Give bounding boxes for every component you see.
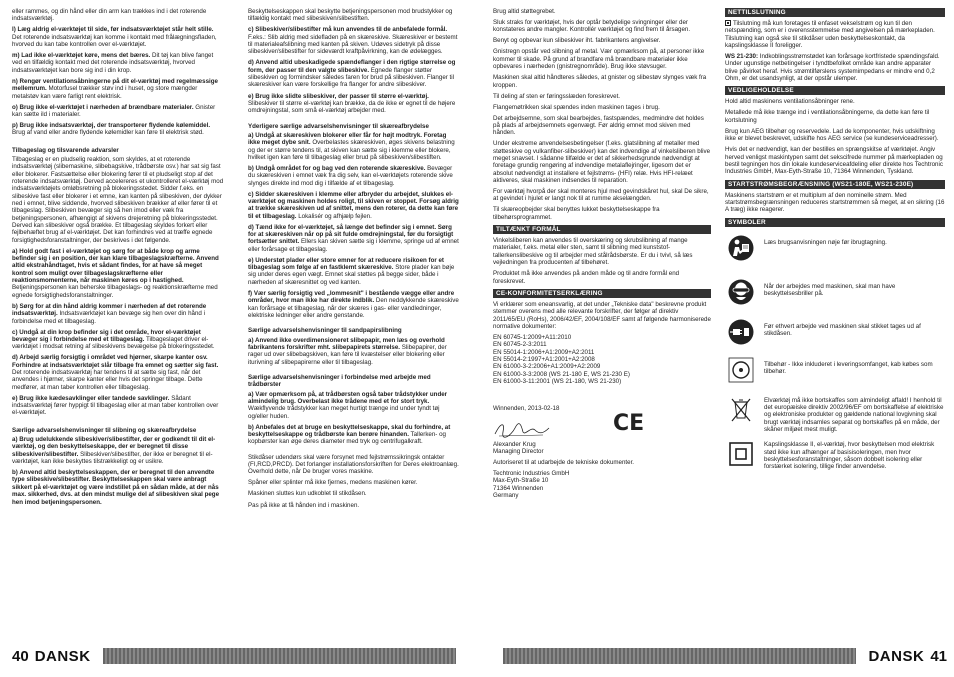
unplug-icon [728,319,754,345]
paragraph: Hold altid maskinens ventilationsåbninger rene. [725,98,855,106]
paragraph: a) Anvend ikke overdimensioneret slibepapir, men læs og overhold fabrikantens forskrifter mht. slibepapirets størrelse. Slibepapirer, der rager ud over slibebagskiven, kan føre til kvæstelser eller blokering eller iturivning af slibepapirerne eller til tilbageslag. [248,336,447,366]
paragraph: Stikdåser udendørs skal være forsynet med fejlstrømssikringsk ontakter (FI,RCD,PRCD). Det forlanger installationsforskriften for Deres elektroanlæg. Overhold dette, når De bruger vores maskine. [248,453,459,476]
paragraph: Metallede må ikke trænge ind i ventilationsåbningerne, da dette kan føre til kortslutning [725,109,930,124]
page-number: 41 [930,647,947,665]
paragraph: Pas på ikke at få hånden ind i maskinen. [248,501,360,509]
symbol-row-weee [725,397,945,434]
read-manual-icon [728,235,754,261]
symbol-row-goggles [725,279,945,309]
section-heading: Særlige advarselshenvisninger til slibning og skæreafbrydelse [12,426,197,434]
footer-right [495,647,947,665]
paragraph: d) Anvend altid ubeskadigede spændeflanger i den rigtige størrelse og form, der passer til den valgte slibeskive. Egnede flanger støtter slibeskiven og formindsker således faren for brud på slibeskiven. Flanger til skæreskiver kan være forskellige fra flanger for andre slibeskiver. [248,59,456,89]
column-3 [493,8,711,503]
double-insulation-icon [728,441,754,467]
paragraph: Brug kun AEG tilbehør og reservedele. Lad de komponenter, hvis udskiftning ikke er blevet beskrevet, udskifte hos AEG service (se kundeserviceadresser). [725,127,939,143]
section-header-soft-start: STARTSTRØMSBEGRÆNSNING (WS21-180E, WS21-230E) [725,180,945,189]
address: Techtronic Industries GmbH Max-Eyth-Straße 10 71364 Winnenden Germany [493,470,570,500]
footer-bar [103,648,456,664]
symbol-desc: Når der arbejdes med maskinen, skal man have beskyttelsesbriller på. [764,282,896,297]
paragraph: b) Anbefales det at bruge en beskyttelseskappe, skal du forhindre, at beskyttelseskappe og trådbørste kan berøre hinanden. Tallerken- og kopbørster kan øge deres diameter med tryk og centrifugalkraft. [248,423,451,446]
paragraph: e) Brug ikke kædesavklinger eller tandede savklinger. Sådant indsatsværktøj fører hyppigt til tilbageslag eller at man taber kontrollen over el-værktøjet. [12,394,219,417]
paragraph: Til skæreopbejder skal benyttes lukket beskyttelseskappe fra tilbehørsprogrammet. [493,206,660,221]
norms-list: EN 60745-1:2009+A11:2010 EN 60745-2-3:2011 EN 55014-1:2006+A1:2009+A2:2011 EN 55014-2:1997+A1:2001+A2:2008 EN 61000-3-2:2006+A1:2009+A2:2009 EN 61000-3-3:2008 (WS 21-180 E, WS 21-230 E) EN 61000-3-11:2001 (WS 21-180, WS 21-230) [493,333,630,385]
paragraph: Tilslutning må kun foretages til enfaset vekselstrøm og kun til den netspænding, som er i overensstemmelse med angivelsen på mærkepladen. Tilslutning kan også ske til stikdåser uden beskyttelseskontakt, da kapslingsklasse II foreligger. [725,20,935,50]
page-number: 40 [12,647,29,665]
paragraph: d) Tænd ikke for el-værktøjet, så længe det befinder sig i emnet. Sørg for at skæreskiven når op på sit fulde omdrejningstal, før du forsigtigt fortsætter snittet. Ellers kan skiven sætte sig i klemme, springe ud af emnet eller forårsage et tilbageslag. [248,223,459,253]
paragraph: b) Sørg for at din hånd aldrig kommer i nærheden af det roterende indsatsværktøj. Indsatsværktøjet kan bevæge sig hen over din hånd i forbindelse med et tilbageslag. [12,302,207,325]
paragraph: e) Understøt plader eller store emner for at reducere risikoen for et tilbageslag som følge af en fastklemt skæreskive. Store plader kan bøje sig under deres egen vægt. Emnet skal støttes på begge sider, både i nærheden af skæresnittet og ved kanten. [248,256,455,286]
symbol-row-unplug [725,319,945,349]
paragraph: l) Læg aldrig el-værktøjet til side, før indsatsværktøjet står helt stille. Det roterende indsatsværktøj kan komme i kontakt med frålægningsfladen, hvorved du kan tabe kontrollen over el-værktøjet. [12,26,217,49]
paragraph: Vi erklærer som eneansvarlig, at det under „Tekniske data" beskrevne produkt stemmer overens med alle relevante forskrifter, der følger af direktiv 2011/65/EU (RoHs), 2006/42/EF, 2004/108/EF samt af følgende harmoniserede normative dokumenter: [493,300,711,330]
paragraph: Spåner eller splinter må ikke fjernes, medens maskinen kører. [248,479,418,487]
ce-mark: CE [613,411,645,437]
paragraph: b) Anvend altid beskyttelseskappen, der er beregnet til den anvendte type slibeskive/slibestifter. Beskyttelseskappen skal være anbragt sikkert på el-værktøjet og være indstillet på en sådan måde, at der nås max. sikkerhed, dvs. at den mindst mulige del af slibeskiven skal pege hen imod betjeningspersonen. [12,469,220,506]
symbol-desc: Læs brugsanvisningen nøje før ibrugtagning. [764,238,887,246]
accessory-icon [728,357,754,383]
paragraph: Maskinen sluttes kun udkoblet til stikdåsen. [248,490,367,498]
column-2 [248,8,460,513]
paragraph: a) Brug udelukkende slibeskiver/slibestifter, der er godkendt til dit el-værktøj, og den beskyttelseskappe, der er beregnet til disse slibeskiver/slibestifter. Slibeskiver/slibestifter, der ikke er beregnet til el-værktøjet, kan ikke beskyttes tilstrækkeligt og er usikre. [12,436,216,466]
paragraph: Gnistregn opstår ved slibning af metal. Vær opmærksom på, at personer ikke kommer til skade. På grund af brandfare må brændbare materialer ikke opbevares i nærheden (gnistregnområde). Brug ikke støvsuger. [493,48,705,71]
paragraph: a) Undgå at skæreskiven blokerer eller får for højt modtryk. Foretag ikke meget dybe snit. Overbelastes skæreskiven, øges skivens belastning og der er større tendens til, at skiven kan sætte sig i klemme eller blokere, hvilket igen kan føre til tilbageslag eller brud på slibeskiven/slibestiften. [248,131,455,161]
paragraph: Hvis det er nødvendigt, kan der bestilles en sprængskitse af værktøjet. Angiv herved venligst maskintypen samt det sekscifrede nummer på mærkepladen og bestil tegningen hos din lokale kundeserviceafdeling eller direkte hos Techtronic Industries GmbH, Max-Eyth-Straße 10, 71364 Winnenden, Tyskland. [725,146,943,176]
paragraph: c) Undgå at din krop befinder sig i det område, hvor el-værktøjet bevæger sig i forbindelse med et tilbageslag. Tilbageslaget driver el-værktøjet i modsat retning af slibeskivens bevægelse på blokeringsstedet. [12,328,215,351]
symbol-desc: Kapslingsklasse II, el-værktøj, hvor beskyttelsen mod elektrisk stød ikke kun afhænger af basisisoleringen, men hvor beskyttelsesforanstaltninger, såsom dobbelt isolering eller forstærket isolering, tillige finder anvendelse. [764,441,935,471]
paragraph: c) Sidder skæreskiven i klemme eller afbryder du arbejdet, slukkes el-værktøjet og maskinen holdes roligt, til skiven er stoppet. Forsøg aldrig at trække skæreskiven ud af snittet, mens den roterer, da dette kan føre til et tilbageslag. Lokalisér og afhjælp fejlen. [248,190,459,220]
paragraph: Sluk straks for værktøjet, hvis der optår betydelige svingninger eller der konstateres andre mangler. Kontrollér værktøjet og find frem til årsagen. [493,19,691,34]
double-insulation-icon [725,20,731,26]
paragraph: a) Vær opmærksom på, at trådbørsten også taber trådstykker under almindelig brug. Overbelast ikke trådene med et for stort tryk. Wækflyvende trådstykker kan meget hurtigt trænge ind under tyndt tøj og/eller huden. [248,390,448,420]
paragraph: Tilbageslag er en pludselig reaktion, som skyldes, at et roterende indsatsværktøj (slibemaskine, slibebagskive, trådbørste osv.) har sat sig fast eller blokerer. Fastsættelse eller blokering fører til et pludseligt stop af det roterende indsatsværktøj. Derved accelereres et ukontrolleret el-værktøj mod indsatsværktøjets omløbsretning på blokeringsstedet. Sidder f.eks. en slibeskive fast eller blokerer i et emne, kan kanten på slibeskiven, der dykker ned i emnet, blive siddende, hvorved slibeskiven brækker af eller fører til et tilbageslag. Slibeskiven bevæger sig så hen imod eller væk fra betjeningspersonen, afhængigt af skivens drejeretning på blokeringsstedet. Derved kan slibeskiver også brække. Et tilbageslag skyldes forkert eller fejlbehæftet brug af el-værktøjet. Det kan forhindres ved at træffe egnede forsigtighedsforanstaltninger, der beskrives i det følgende. [12,155,224,244]
footer-bar [503,648,856,664]
paragraph: Flangemøtrikken skal spændes inden maskinen tages i brug. [493,103,660,111]
language-label: DANSK [868,647,925,665]
paragraph: WS 21-230: Indkoblingsstrømstødet kan forårsage kortfristede spændingsfald. Under ugunstige netbetingelser i tyndtbefolket område kan andre apparater blive påvirket heraf. Hvis strømtilførslens systemimpedans er mindre end 0,2 Ohm, er det usandsynligt, at der opstår ulemper. [725,53,940,83]
paragraph: For værktøj hvorpå der skal monteres hjul med gevindskåret hul, skal De sikre, at gevindet i hjulet er langt nok til at rumme akselængden. [493,188,709,203]
paragraph: Maskinens startstrøm er et multiplum af den nominelle strøm. Med startstrømsbegrænsningen reduceres startstrømmen så meget, at en sikring (16 A træg) ikke reagerer. [725,191,945,214]
section-header-symbols: SYMBOLER [725,218,945,227]
section-heading: Særlige advarselshenvisninger i forbindelse med arbejde med trådbørster [248,373,431,389]
paragraph: f) Vær særlig forsigtig ved „lommesnit" i bestående vægge eller andre områder, hvor man ikke har direkte indblik. Den neddykkende skæreskive kan forårsage et tilbageslag, når der skæres i gas- eller vandledninger, elektriske ledninger eller andre genstande. [248,289,459,319]
paragraph: Vinkelsliberen kan anvendes til overskæring og skrubslibning af mange materialer, f.eks. metal eller sten, samt til slibning med kunststof-tallerkenslibeskive og til arbejder med stålrådsbørste. Er du i tvivl, så læs vejledningen fra producenten af tilbehøret. [493,237,693,267]
section-header-mains: NETTILSLUTNING [725,8,945,17]
section-heading: Tilbageslag og tilsvarende advarsler [12,146,119,154]
footer-left [12,647,464,665]
paragraph: Til deling af sten er føringsslæden foreskrevet. [493,92,621,100]
signatory: Alexander Krug Managing Director [493,440,544,456]
section-header-ce-conformity: CE-KONFORMITETSERKLÆRING [493,289,711,298]
section-header-maintenance: VEDLIGEHOLDELSE [725,86,945,95]
language-label: DANSK [34,647,91,665]
paragraph: Beskyttelseskappen skal beskytte betjeningspersonen mod brudstykker og tilfældig kontakt med slibeskiven/slibestiften. [248,8,453,23]
symbol-desc: Før ethvert arbejde ved maskinen skal stikket tages ud af stikdåsen. [764,322,921,337]
paragraph: p) Brug ikke indsatsværktøj, der transporterer flydende kølemiddel. Brug af vand eller andre flydende kølemidler kan føre til elektrisk stød. [12,121,211,137]
paragraph: Det arbejdsemne, som skal bearbejdes, fastspændes, medmindre det holdes på plads af arbejdsemnets egenvægt. Før aldrig emnet mod skiven med hånden. [493,114,704,137]
column-4 [725,8,945,479]
paragraph: e) Brug ikke slidte slibeskiver, der passer til større el-værktøj. Slibeskiver til større el-værktøj kan brække, da de ikke er egnet til de højere omdrejningstal, som små el-værktøj arbejder med. [248,92,456,115]
symbol-desc: Tilbehør - Ikke inkluderet i leveringsomfanget, kab købes som tilbehør. [764,360,933,375]
section-header-intended-use: TILTÆNKT FORMÅL [493,225,711,234]
paragraph: b) Undgå området for og bag ved den roterende skæreskive. Bevæger du skæreskiven i emnet væk fra dig selv, kan el-værktøjets roterende skive slynges direkte ind mod dig i tilfælde af et tilbageslag. [248,164,453,187]
section-heading: Yderligere særlige advarselshenvisninger til skæreafbrydelse [248,122,429,130]
signature-icon [493,418,553,440]
paragraph: n) Rengør ventilationsåbningerne på dit el-værktøj med regelmæssige mellemrum. Motorfusel trækker støv ind i huset, og store mængder metalstøv kan være farligt rent elektrisk. [12,77,218,100]
section-heading: Særlige advarselshenvisninger til sandpapirslibning [248,327,402,335]
paragraph: Under ekstreme anvendelsesbetingelser (f.eks. glatslibning af metaller med støtteskive og vulkanfiber-slibeskiver) kan det indvendige af vinkelsliberen blive meget snavset. I sådanne tilfælde er det af sikkerhedsgrunde nødvendigt at foretage grundig rengøring af indvendige metalaflejringer, ligesom det er absolut nødvendigt at installere et fejlstrøms- (HFI) relæ. Hvis HFI-relæet aktiveres, skal maskinen indsendes til reparation. [493,140,711,185]
paragraph: c) Slibeskiver/slibestifter må kun anvendes til de anbefalede formål. F.eks.: Slib aldrig med sidefladen på en skæreskive. Skæreskiver er bestemt til materialeafslibning med kanten på skiven. Udøves sidetryk på disse slibeskiver/slibestifter for sideværdt kraftpåvirkning, kan de ødelægges. [248,26,458,56]
page-right [480,0,954,677]
paragraph: Produktet må ikke anvendes på anden måde og til andre formål end foreskrevet. [493,270,680,285]
safety-goggles-icon [728,279,754,305]
paragraph: eller rammes, og din hånd eller din arm kan trækkes ind i det roterende indsatsværktøj. [12,8,207,23]
paragraph: a) Hold godt fast i el-værktøjet og sørg for at både krop og arme befinder sig i en position, der kan klare tilbageslagskræfterne. Anvend altid ekstrahåndtaget, hvis et sådant findes, for at have så meget kontrol som muligt over tilbageslagskræfterne eller reaktionsmomenterne, når maskinen køres op i hastighed. Betjeningspersonen kan beherske tilbageslags- og reaktionskræfterne med egnede forsigtighedsforanstaltninger. [12,247,219,299]
page-left [0,0,474,677]
paragraph: Maskinen skal altid håndteres således, at gnister og slibestøv slynges væk fra kroppen. [493,74,707,89]
paragraph: Autoriseret til at udarbejde de tekniske dokumenter. [493,459,635,467]
paragraph: d) Arbejd særlig forsigtig i området ved hjørner, skarpe kanter osv. Forhindre at indsatsværktøjet slår tilbage fra emnet og sætter sig fast. Det roterende indsatsværktøj har tendens til at sætte sig fast, når det anvendes i hjørner, skarpe kanter eller hvis det springer tilbage. Dette medfører, at man taber kontrollen eller tilbageslag. [12,354,219,391]
symbol-row-read-manual [725,235,945,265]
paragraph: Benyt og opbevar kun slibeskiver iht. fabrikantens angivelser. [493,37,661,45]
paragraph: o) Brug ikke el-værktøjet i nærheden af brændbare materialer. Gnister kan sætte ild i materialer. [12,103,216,118]
weee-bin-icon [728,397,754,423]
symbol-row-accessory [725,357,945,387]
symbol-row-class-ii [725,441,945,471]
paragraph: m) Lad ikke el-værktøjet køre, mens det bæres. Dit tøj kan blive fanget ved en tilfældig kontakt med det roterende indsatsværktøj, hvorved indsatsværktøjet kan bore sig ind i din krop. [12,52,214,74]
symbol-desc: Elværktøj må ikke bortskaffes som almindeligt affald! I henhold til det europæiske direktiv 2002/96/EF om bortskaffelse af elektriske og elektroniske produkter og gældende national lovgivning skal brugt værktøj indsamles separat og bortskaffes på en måde, der skåner miljøet mest muligt. [764,396,944,433]
column-1 [12,8,224,510]
place-date: Winnenden, 2013-02-18 [493,405,560,413]
paragraph: Brug altid støttegrebet. [493,8,556,15]
signature-block [493,411,711,442]
